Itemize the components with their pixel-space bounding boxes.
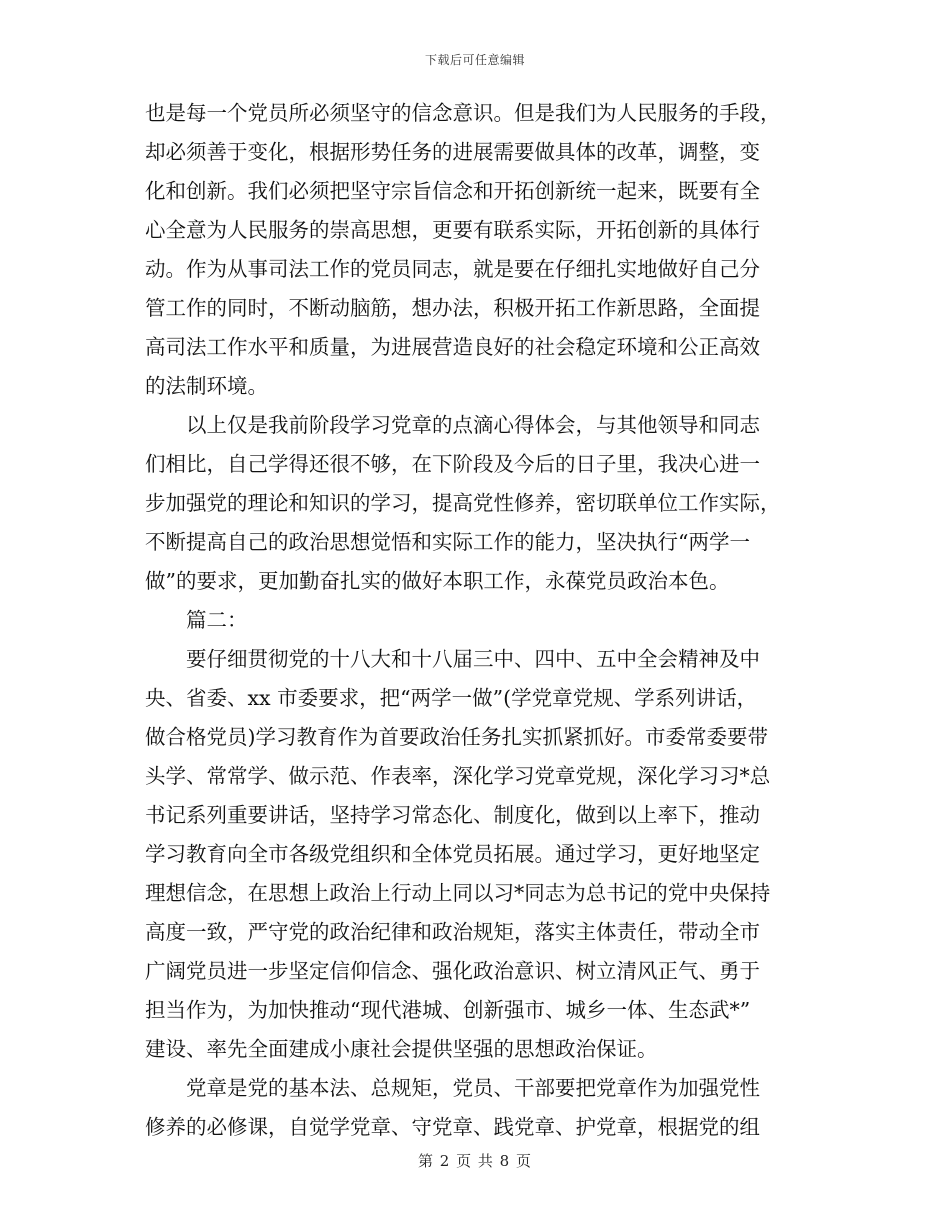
page-header: 下载后可任意编辑 — [424, 53, 525, 67]
text-line: 学习教育向全市各级党组织和全体党员拓展。通过学习，更好地坚定 — [145, 842, 760, 866]
page-footer: 第 2 页 共 8 页 — [418, 1152, 532, 1170]
text-line: 做”的要求，更加勤奋扎实的做好本职工作，永葆党员政治本色。 — [145, 569, 730, 593]
text-line: 也是每一个党员所必须坚守的信念意识。但是我们为人民服务的手段， — [145, 101, 781, 125]
text-line: 们相比，自己学得还很不够，在下阶段及今后的日子里，我决心进一 — [145, 452, 760, 476]
text-line: 以上仅是我前阶段学习党章的点滴心得体会，与其他领导和同志 — [186, 413, 760, 437]
text-line: 却必须善于变化，根据形势任务的进展需要做具体的改革，调整，变 — [145, 140, 760, 164]
text-line: 要仔细贯彻党的十八大和十八届三中、四中、五中全会精神及中 — [186, 647, 760, 671]
text-line: 广阔党员进一步坚定信仰信念、强化政治意识、树立清风正气、勇于 — [145, 959, 760, 983]
text-line: 书记系列重要讲话，坚持学习常态化、制度化，做到以上率下，推动 — [145, 803, 760, 827]
text-line: 心全意为人民服务的崇高思想，更要有联系实际，开拓创新的具体行 — [145, 218, 760, 242]
text-line: 高司法工作水平和质量，为进展营造良好的社会稳定环境和公正高效 — [145, 335, 760, 359]
document-body — [145, 94, 805, 1147]
text-line: 高度一致，严守党的政治纪律和政治规矩，落实主体责任，带动全市 — [145, 920, 760, 944]
text-line: 动。作为从事司法工作的党员同志，就是要在仔细扎实地做好自己分 — [145, 257, 760, 281]
text-line: 的法制环境。 — [145, 374, 268, 398]
text-line: 化和创新。我们必须把坚守宗旨信念和开拓创新统一起来，既要有全 — [145, 179, 760, 203]
text-line: 做合格党员)学习教育作为首要政治任务扎实抓紧抓好。市委常委要带 — [145, 725, 768, 749]
text-line: 党章是党的基本法、总规矩，党员、干部要把党章作为加强党性 — [186, 1076, 760, 1100]
text-line: 步加强党的理论和知识的学习，提高党性修养，密切联单位工作实际， — [145, 491, 781, 515]
text-line: 头学、常常学、做示范、作表率，深化学习党章党规，深化学习习*总 — [145, 764, 771, 788]
text-line: 央、省委、xx 市委要求，把“两学一做”(学党章党规、学系列讲话， — [145, 686, 758, 710]
text-line: 管工作的同时，不断动脑筋，想办法，积极开拓工作新思路，全面提 — [145, 296, 760, 320]
text-line: 建设、率先全面建成小康社会提供坚强的思想政治保证。 — [145, 1037, 658, 1061]
text-line: 担当作为，为加快推动“现代港城、创新强市、城乡一体、生态武*” — [145, 998, 751, 1022]
text-line: 修养的必修课，自觉学党章、守党章、践党章、护党章，根据党的组 — [145, 1115, 760, 1139]
text-line: 篇二： — [186, 608, 248, 632]
text-line: 理想信念，在思想上政治上行动上同以习*同志为总书记的党中央保持 — [145, 881, 771, 905]
text-line: 不断提高自己的政治思想觉悟和实际工作的能力，坚决执行“两学一 — [145, 530, 750, 554]
